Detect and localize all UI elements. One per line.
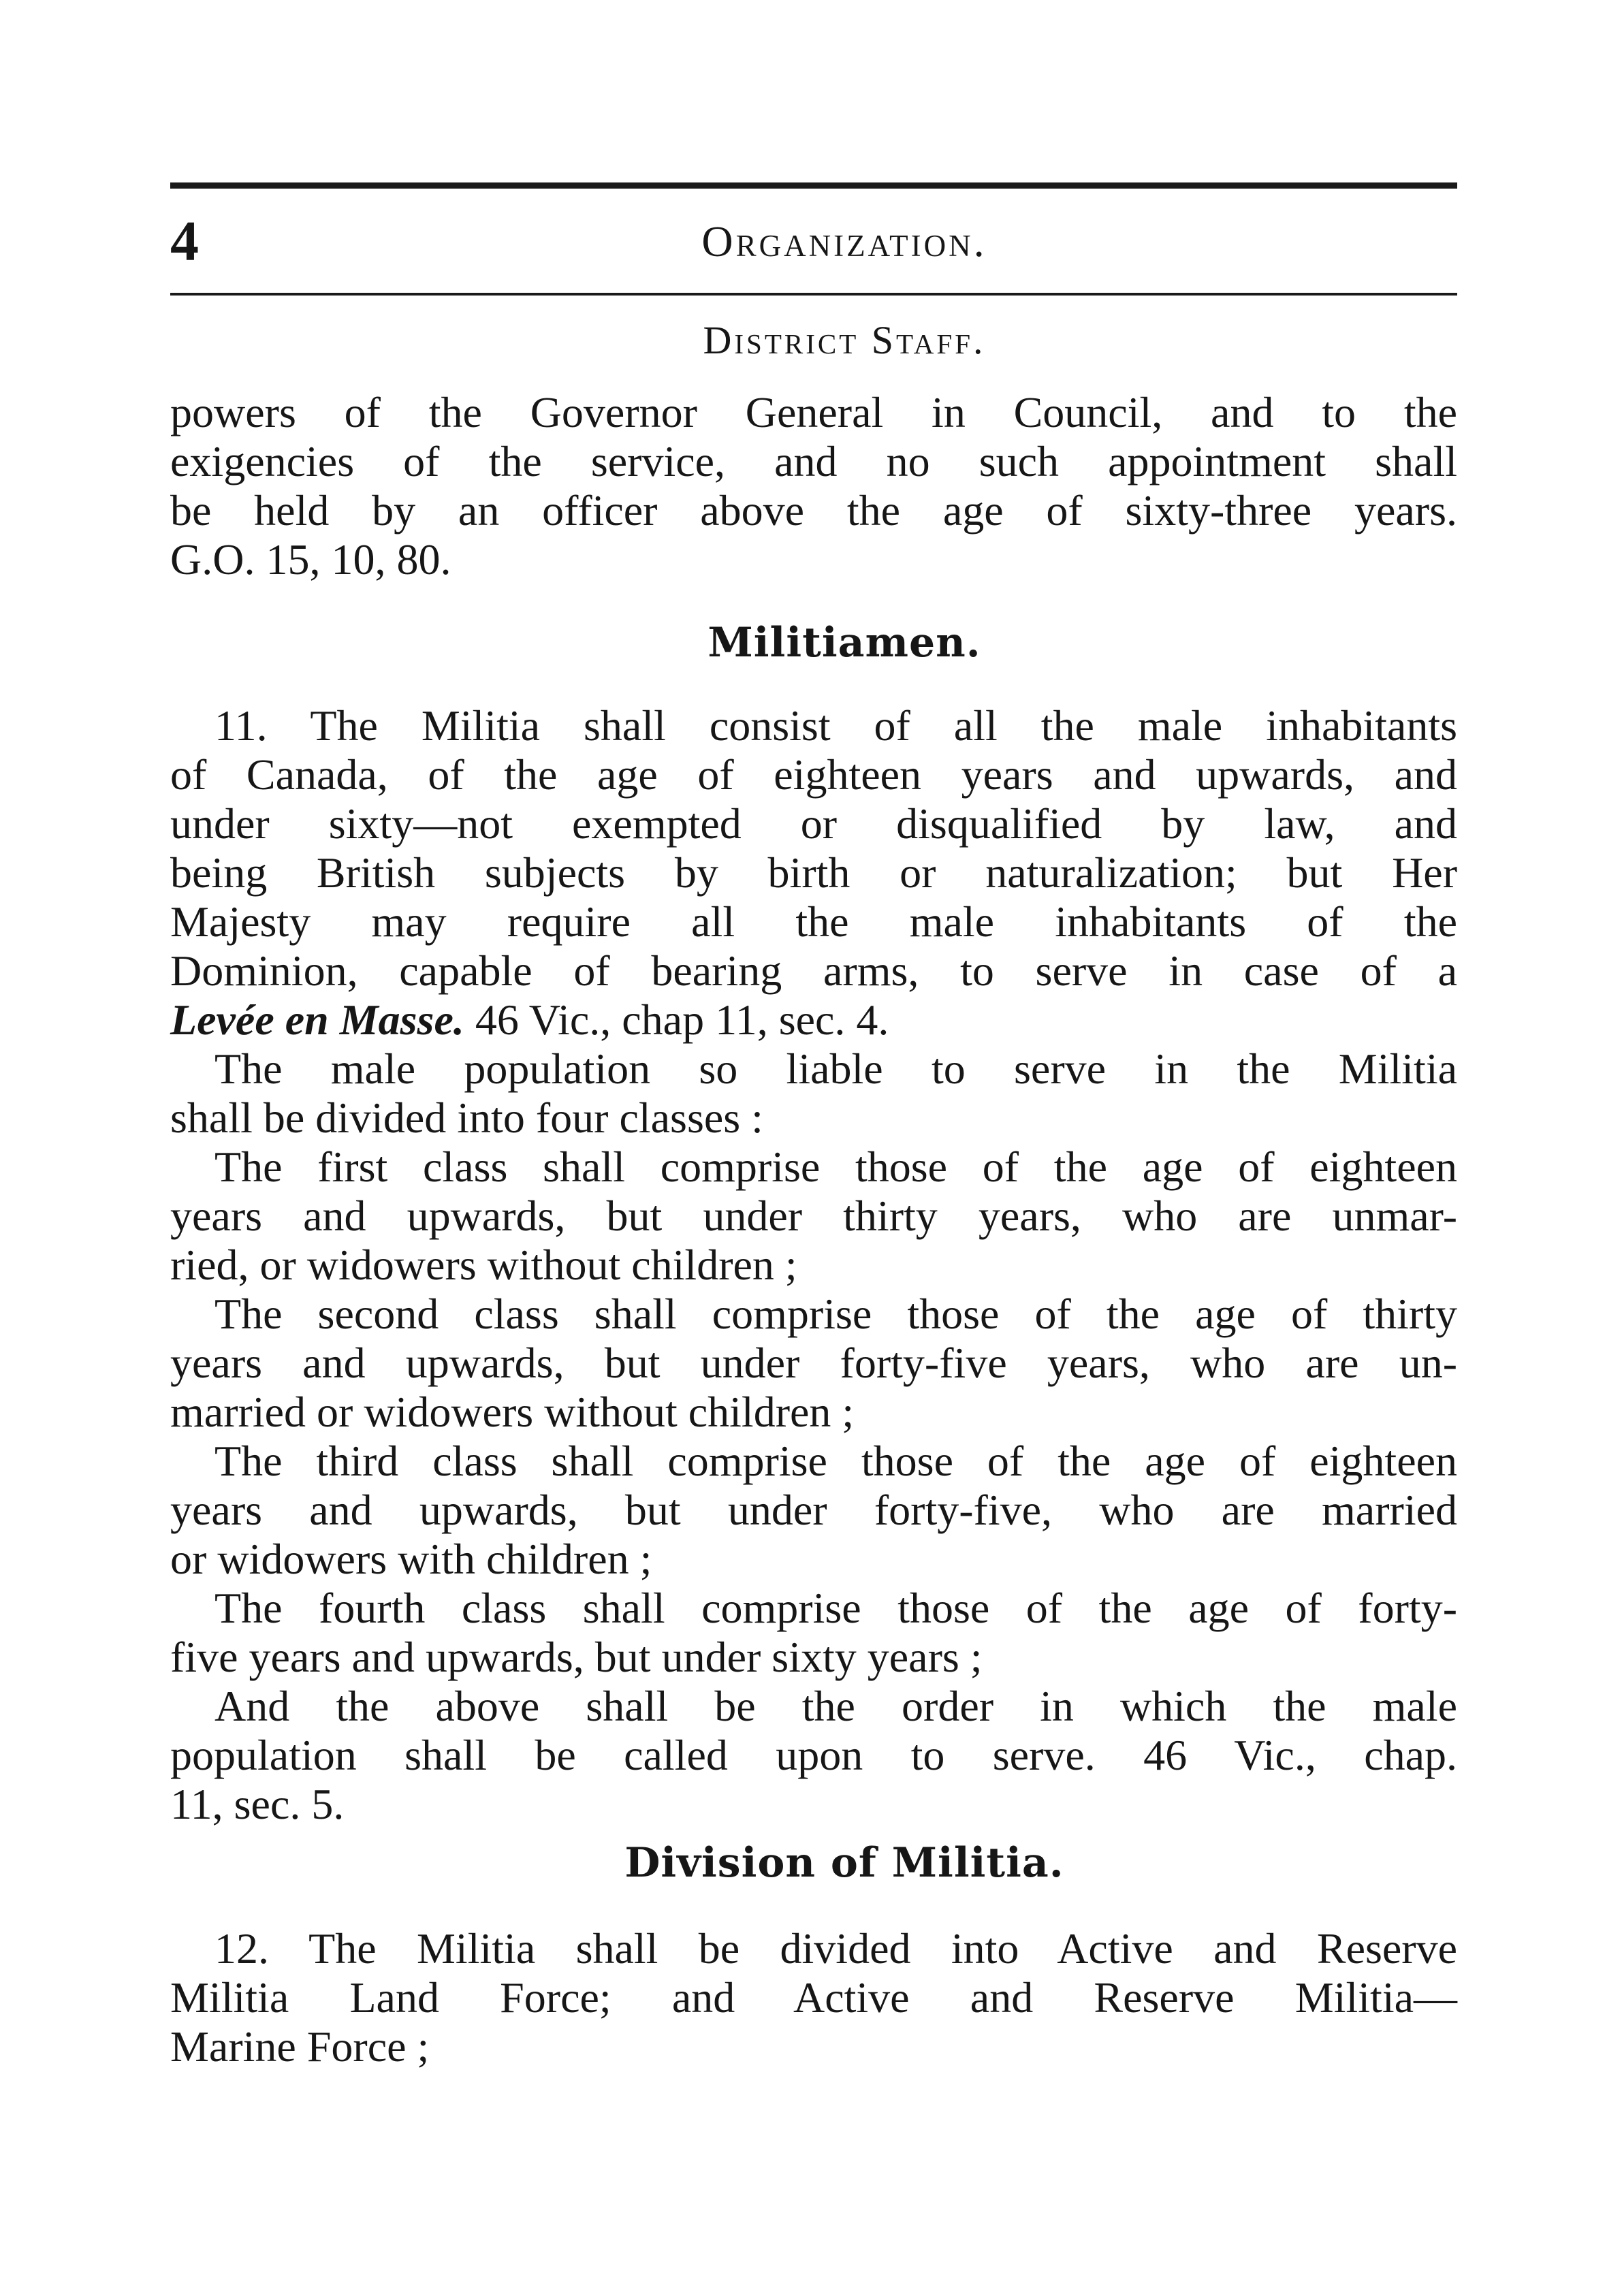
second-class-line: married or widowers without children ; [170, 1388, 855, 1436]
first-class-line: years and upwards, but under thirty years, who are unmar- [170, 1192, 1457, 1240]
heading-division-of-militia: Division of Militia. [624, 1839, 1064, 1887]
third-class-line: or widowers with children ; [170, 1535, 652, 1583]
second-class-line: The second class shall comprise those of the age of thirty [214, 1290, 1457, 1338]
intro-line: G.O. 15, 10, 80. [170, 535, 451, 584]
para11-line: of Canada, of the age of eighteen years and upwards, and [170, 750, 1457, 799]
first-class-line: The first class shall comprise those of the age of eighteen [214, 1143, 1457, 1191]
fourth-class-line: The fourth class shall comprise those of the age of forty- [214, 1584, 1457, 1632]
intro-line: exigencies of the service, and no such appointment shall [170, 437, 1457, 485]
first-class-line: ried, or widowers without children ; [170, 1241, 797, 1289]
para11-line: under sixty—not exempted or disqualified by law, and [170, 799, 1457, 848]
order-line: population shall be called upon to serve. 46 Vic., chap. [170, 1731, 1457, 1779]
page-number: 4 [170, 210, 199, 273]
running-title: Organization. [701, 217, 987, 266]
header-bottom-rule [170, 293, 1457, 296]
third-class-line: years and upwards, but under forty-five, who are married [170, 1486, 1457, 1534]
body-text [170, 388, 1457, 2071]
para12-line: Marine Force ; [170, 2022, 430, 2071]
population-line: shall be divided into four classes : [170, 1094, 763, 1142]
second-class-line: years and upwards, but under forty-five years, who are un- [170, 1339, 1457, 1387]
section-subhead: District Staff. [703, 318, 986, 362]
heading-militiamen: Militiamen. [707, 619, 981, 667]
population-line: The male population so liable to serve in the Militia [214, 1045, 1457, 1093]
para11-line: Majesty may require all the male inhabitants of the [170, 897, 1457, 946]
para11-citation-line [170, 995, 1457, 1045]
header-top-rule [170, 182, 1457, 189]
levee-citation: 46 Vic., chap 11, sec. 4. [464, 995, 889, 1044]
para12-line: 12. The Militia shall be divided into Active and Reserve [214, 1924, 1457, 1973]
para11-line: 11. The Militia shall consist of all the male inhabitants [214, 701, 1457, 750]
intro-line: powers of the Governor General in Council, and to the [170, 388, 1457, 436]
para12-line: Militia Land Force; and Active and Reserve Militia— [170, 1973, 1457, 2022]
book-page [170, 170, 1457, 2213]
para11-line: Dominion, capable of bearing arms, to serve in case of a [170, 946, 1457, 995]
fourth-class-line: five years and upwards, but under sixty years ; [170, 1633, 983, 1681]
intro-line: be held by an officer above the age of sixty-three years. [170, 486, 1457, 535]
third-class-line: The third class shall comprise those of the age of eighteen [214, 1437, 1457, 1485]
para11-line: being British subjects by birth or naturalization; but Her [170, 848, 1457, 897]
order-line: And the above shall be the order in which the male [214, 1682, 1457, 1730]
page-header [170, 204, 1457, 279]
order-line: 11, sec. 5. [170, 1780, 345, 1828]
levee-en-masse-italic: Levée en Masse. [170, 995, 464, 1044]
